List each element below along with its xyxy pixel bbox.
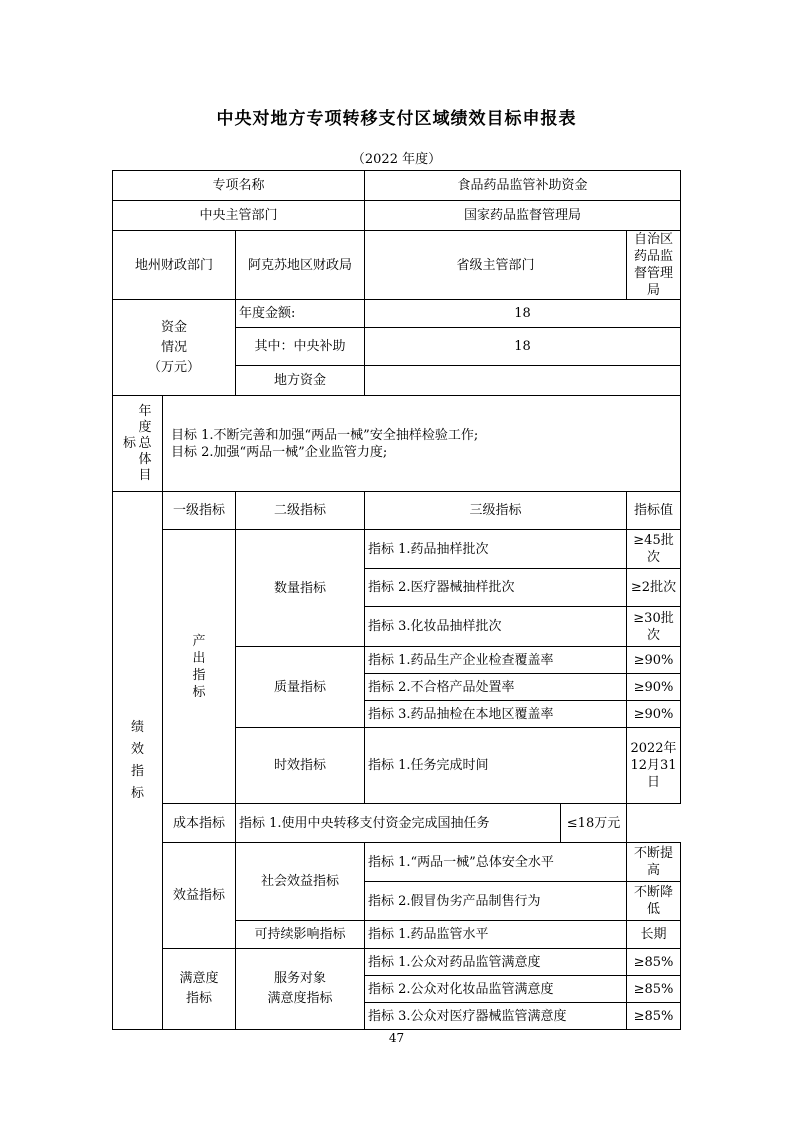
quality-indicators-label: 质量指标 bbox=[236, 647, 365, 728]
indicator-row: 指标 2.公众对化妆品监管满意度 bbox=[365, 976, 627, 1003]
indicator-value: ≥85% bbox=[627, 1003, 681, 1030]
performance-form bbox=[112, 170, 681, 1030]
goal-item: 目标 2.加强“两品一械”企业监管力度; bbox=[171, 444, 388, 460]
funds-label: 资金 情况 （万元） bbox=[113, 300, 236, 396]
indicator-row: 指标 1.药品监管水平 bbox=[365, 921, 627, 949]
funds-local-value bbox=[365, 366, 681, 396]
indicator-row: 指标 2.医疗器械抽样批次 bbox=[365, 569, 627, 607]
indicator-value: ≥2批次 bbox=[627, 569, 681, 607]
indicator-row: 指标 1.药品生产企业检查覆盖率 bbox=[365, 647, 627, 674]
col-header-level1: 一级指标 bbox=[163, 492, 236, 530]
funds-annual-value: 18 bbox=[365, 300, 681, 328]
indicator-row: 指标 3.化妆品抽样批次 bbox=[365, 607, 627, 647]
indicator-row: 指标 3.公众对医疗器械监管满意度 bbox=[365, 1003, 627, 1030]
local-finance-value: 阿克苏地区财政局 bbox=[236, 231, 365, 300]
output-indicators-label: 产 出 指 标 bbox=[163, 530, 236, 804]
indicator-value: 2022年12月31日 bbox=[627, 728, 681, 804]
indicator-row: 指标 1.使用中央转移支付资金完成国抽任务 bbox=[236, 804, 561, 843]
central-dept-label: 中央主管部门 bbox=[113, 201, 365, 231]
indicator-row: 指标 3.药品抽检在本地区覆盖率 bbox=[365, 701, 627, 728]
cost-indicators-label: 成本指标 bbox=[163, 804, 236, 843]
page-title: 中央对地方专项转移支付区域绩效目标申报表 bbox=[216, 109, 577, 129]
indicator-value: ≥90% bbox=[627, 647, 681, 674]
funds-local-label: 地方资金 bbox=[236, 366, 365, 396]
indicator-value: 不断提高 bbox=[627, 843, 681, 882]
indicator-value: 长期 bbox=[627, 921, 681, 949]
indicator-value: ≤18万元 bbox=[561, 804, 627, 843]
project-name-label: 专项名称 bbox=[113, 171, 365, 201]
timeliness-indicators-label: 时效指标 bbox=[236, 728, 365, 804]
indicator-row: 指标 2.假冒伪劣产品制售行为 bbox=[365, 882, 627, 921]
funds-central-label: 其中：中央补助 bbox=[236, 328, 365, 366]
indicator-row: 指标 1.“两品一械”总体安全水平 bbox=[365, 843, 627, 882]
project-name-value: 食品药品监管补助资金 bbox=[365, 171, 681, 201]
goal-item: 目标 1.不断完善和加强“两品一械”安全抽样检验工作; bbox=[171, 427, 479, 443]
indicator-value: ≥85% bbox=[627, 976, 681, 1003]
indicator-value: ≥30批次 bbox=[627, 607, 681, 647]
funds-central-value: 18 bbox=[365, 328, 681, 366]
indicator-row: 指标 1.任务完成时间 bbox=[365, 728, 627, 804]
sustainable-impact-label: 可持续影响指标 bbox=[236, 921, 365, 949]
indicator-row: 指标 1.药品抽样批次 bbox=[365, 530, 627, 569]
indicator-row: 指标 2.不合格产品处置率 bbox=[365, 674, 627, 701]
col-header-value: 指标值 bbox=[627, 492, 681, 530]
goals-label-side: 标 bbox=[122, 436, 136, 451]
indicator-value: ≥90% bbox=[627, 674, 681, 701]
col-header-level3: 三级指标 bbox=[365, 492, 627, 530]
indicator-value: ≥90% bbox=[627, 701, 681, 728]
social-benefit-label: 社会效益指标 bbox=[236, 843, 365, 921]
indicator-row: 指标 1.公众对药品监管满意度 bbox=[365, 949, 627, 976]
central-dept-value: 国家药品监督管理局 bbox=[365, 201, 681, 231]
funds-annual-label: 年度金额: bbox=[236, 300, 365, 328]
page-number: 47 bbox=[388, 1031, 405, 1045]
indicator-value: 不断降低 bbox=[627, 882, 681, 921]
col-header-level2: 二级指标 bbox=[236, 492, 365, 530]
local-finance-label: 地州财政部门 bbox=[113, 231, 236, 300]
service-satisfaction-label: 服务对象 满意度指标 bbox=[236, 949, 365, 1030]
quantity-indicators-label: 数量指标 bbox=[236, 530, 365, 647]
benefit-indicators-label: 效益指标 bbox=[163, 843, 236, 949]
indicators-section-label: 绩 效 指 标 bbox=[113, 492, 163, 1030]
indicator-value: ≥45批次 bbox=[627, 530, 681, 569]
provincial-dept-value: 自治区药品监督管理局 bbox=[627, 231, 681, 300]
satisfaction-indicators-label: 满意度 指标 bbox=[163, 949, 236, 1030]
year-label: （2022 年度） bbox=[351, 152, 442, 167]
goals-label: 年度总体目 bbox=[138, 403, 152, 483]
provincial-dept-label: 省级主管部门 bbox=[365, 231, 627, 300]
indicator-value: ≥85% bbox=[627, 949, 681, 976]
